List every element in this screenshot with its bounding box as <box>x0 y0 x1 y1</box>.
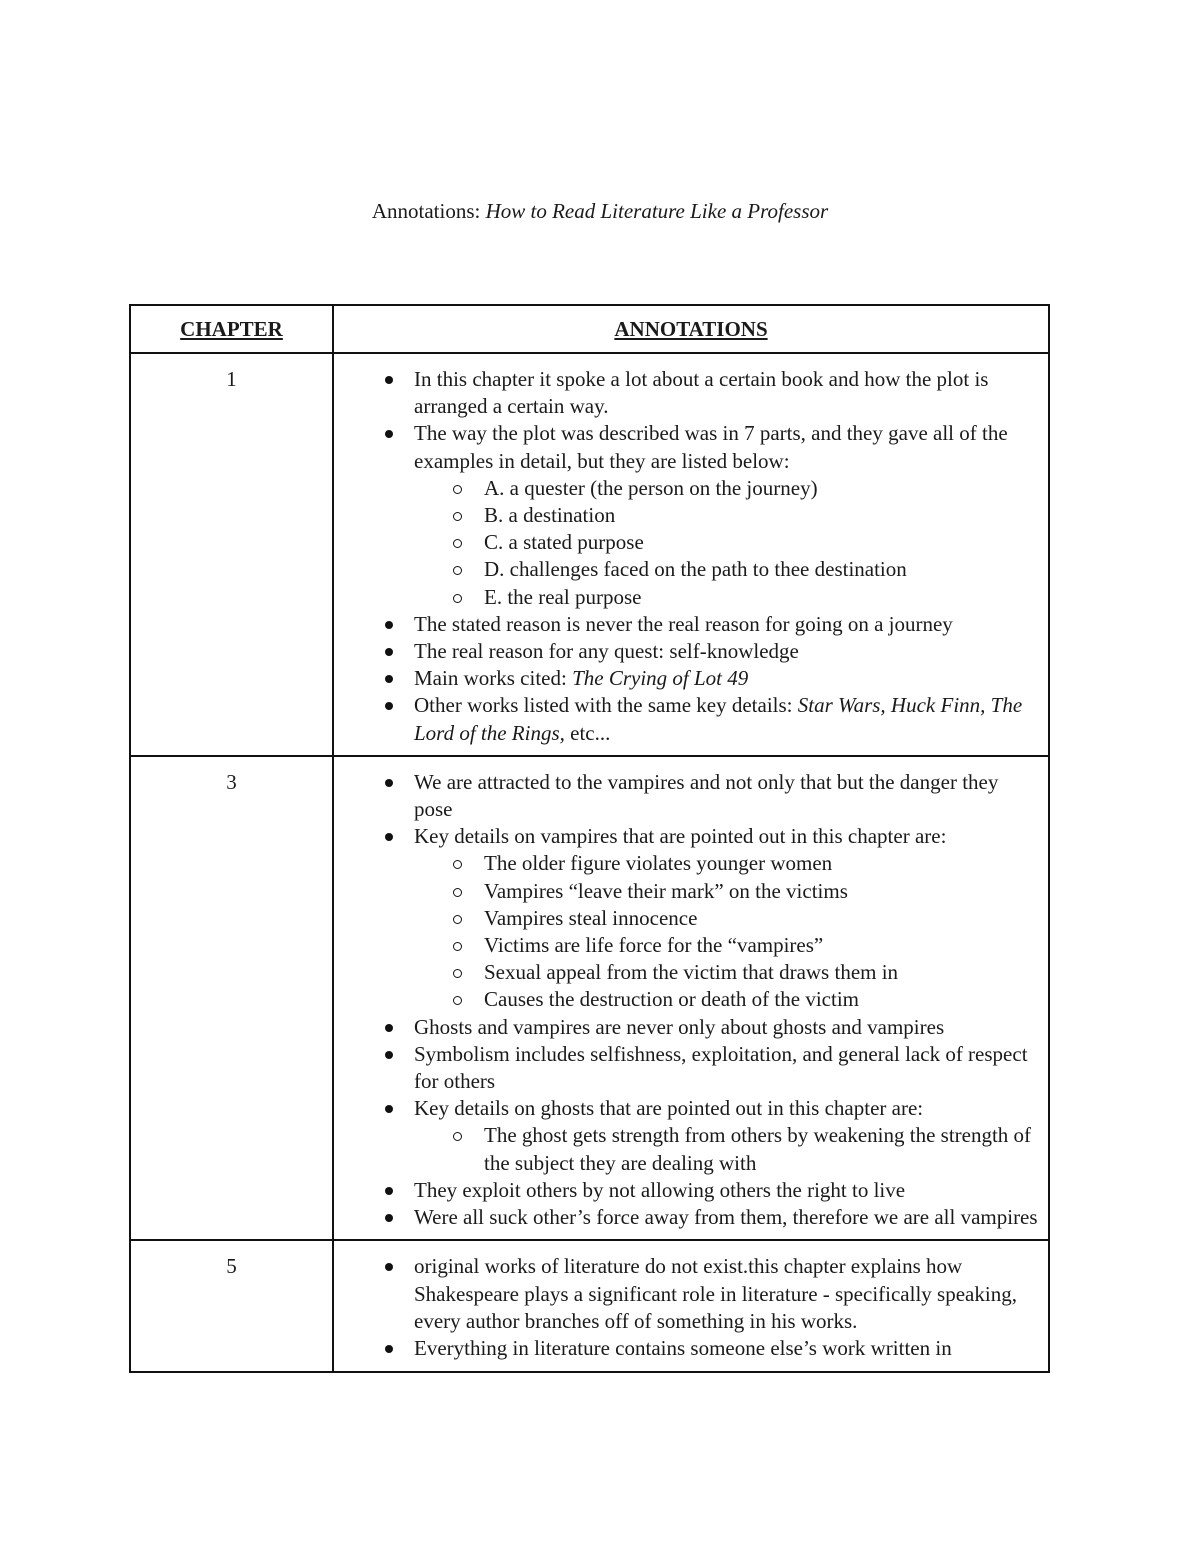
list-item: The real reason for any quest: self-knowledge <box>414 638 1038 665</box>
list-item: original works of literature do not exist.this chapter explains how Shakespeare plays a significant role in literature - specifically speaking, every author branches off of something in his works. <box>414 1253 1038 1335</box>
list-item-text: Other works listed with the same key details: <box>414 693 798 718</box>
sub-list <box>414 1122 1038 1176</box>
list-item-suffix: etc... <box>564 720 611 745</box>
list-item: They exploit others by not allowing others the right to live <box>414 1177 1038 1204</box>
title-book: How to Read Literature Like a Professor <box>485 199 829 223</box>
bullet-list <box>334 366 1038 747</box>
list-item: Symbolism includes selfishness, exploitation, and general lack of respect for others <box>414 1041 1038 1095</box>
title-prefix: Annotations: <box>371 199 486 223</box>
list-item: We are attracted to the vampires and not only that but the danger they pose <box>414 769 1038 823</box>
table-row <box>130 1240 1049 1372</box>
sub-list-item: Causes the destruction or death of the victim <box>484 986 1038 1013</box>
list-item <box>414 1095 1038 1177</box>
sub-list-item: Vampires steal innocence <box>484 905 1038 932</box>
list-item-text: The way the plot was described was in 7 parts, and they gave all of the examples in detail, but they are listed below: <box>414 421 1008 473</box>
table-header-row <box>130 305 1049 353</box>
list-item <box>414 823 1038 1013</box>
annotation-cell <box>333 1240 1049 1372</box>
list-item: Ghosts and vampires are never only about ghosts and vampires <box>414 1014 1038 1041</box>
cited-works: Star Wars, Huck Finn, The Lord of the Rings, <box>414 693 1023 745</box>
chapter-number: 3 <box>130 756 333 1240</box>
list-item: Everything in literature contains someone else’s work written in <box>414 1335 1038 1362</box>
table-row <box>130 756 1049 1240</box>
list-item-text: Main works cited: <box>414 666 573 691</box>
sub-list-item: The older figure violates younger women <box>484 850 1038 877</box>
list-item: In this chapter it spoke a lot about a certain book and how the plot is arranged a certain way. <box>414 366 1038 420</box>
sub-list-item: D. challenges faced on the path to thee destination <box>484 556 1038 583</box>
sub-list-item: B. a destination <box>484 502 1038 529</box>
sub-list-item: A. a quester (the person on the journey) <box>484 475 1038 502</box>
sub-list <box>414 475 1038 611</box>
list-item: The stated reason is never the real reason for going on a journey <box>414 611 1038 638</box>
list-item-text: Key details on vampires that are pointed out in this chapter are: <box>414 824 947 849</box>
sub-list-item: E. the real purpose <box>484 584 1038 611</box>
list-item-text: Key details on ghosts that are pointed out in this chapter are: <box>414 1096 924 1121</box>
sub-list <box>414 850 1038 1013</box>
sub-list-item: The ghost gets strength from others by weakening the strength of the subject they are dealing with <box>484 1122 1038 1176</box>
list-item <box>414 420 1038 610</box>
annotation-cell <box>333 756 1049 1240</box>
sub-list-item: C. a stated purpose <box>484 529 1038 556</box>
sub-list-item: Vampires “leave their mark” on the victims <box>484 878 1038 905</box>
cited-work: The Crying of Lot 49 <box>572 666 749 691</box>
chapter-number: 1 <box>130 353 333 756</box>
sub-list-item: Sexual appeal from the victim that draws them in <box>484 959 1038 986</box>
annotation-cell <box>333 353 1049 756</box>
bullet-list <box>334 1253 1038 1362</box>
sub-list-item: Victims are life force for the “vampires” <box>484 932 1038 959</box>
chapter-number: 5 <box>130 1240 333 1372</box>
header-chapter: CHAPTER <box>130 305 333 353</box>
header-annotations: ANNOTATIONS <box>333 305 1049 353</box>
list-item: Were all suck other’s force away from them, therefore we are all vampires <box>414 1204 1038 1231</box>
table-row <box>130 353 1049 756</box>
annotations-table <box>129 304 1050 1373</box>
list-item <box>414 665 1038 692</box>
bullet-list <box>334 769 1038 1231</box>
list-item <box>414 692 1038 746</box>
document-title <box>0 196 1200 226</box>
